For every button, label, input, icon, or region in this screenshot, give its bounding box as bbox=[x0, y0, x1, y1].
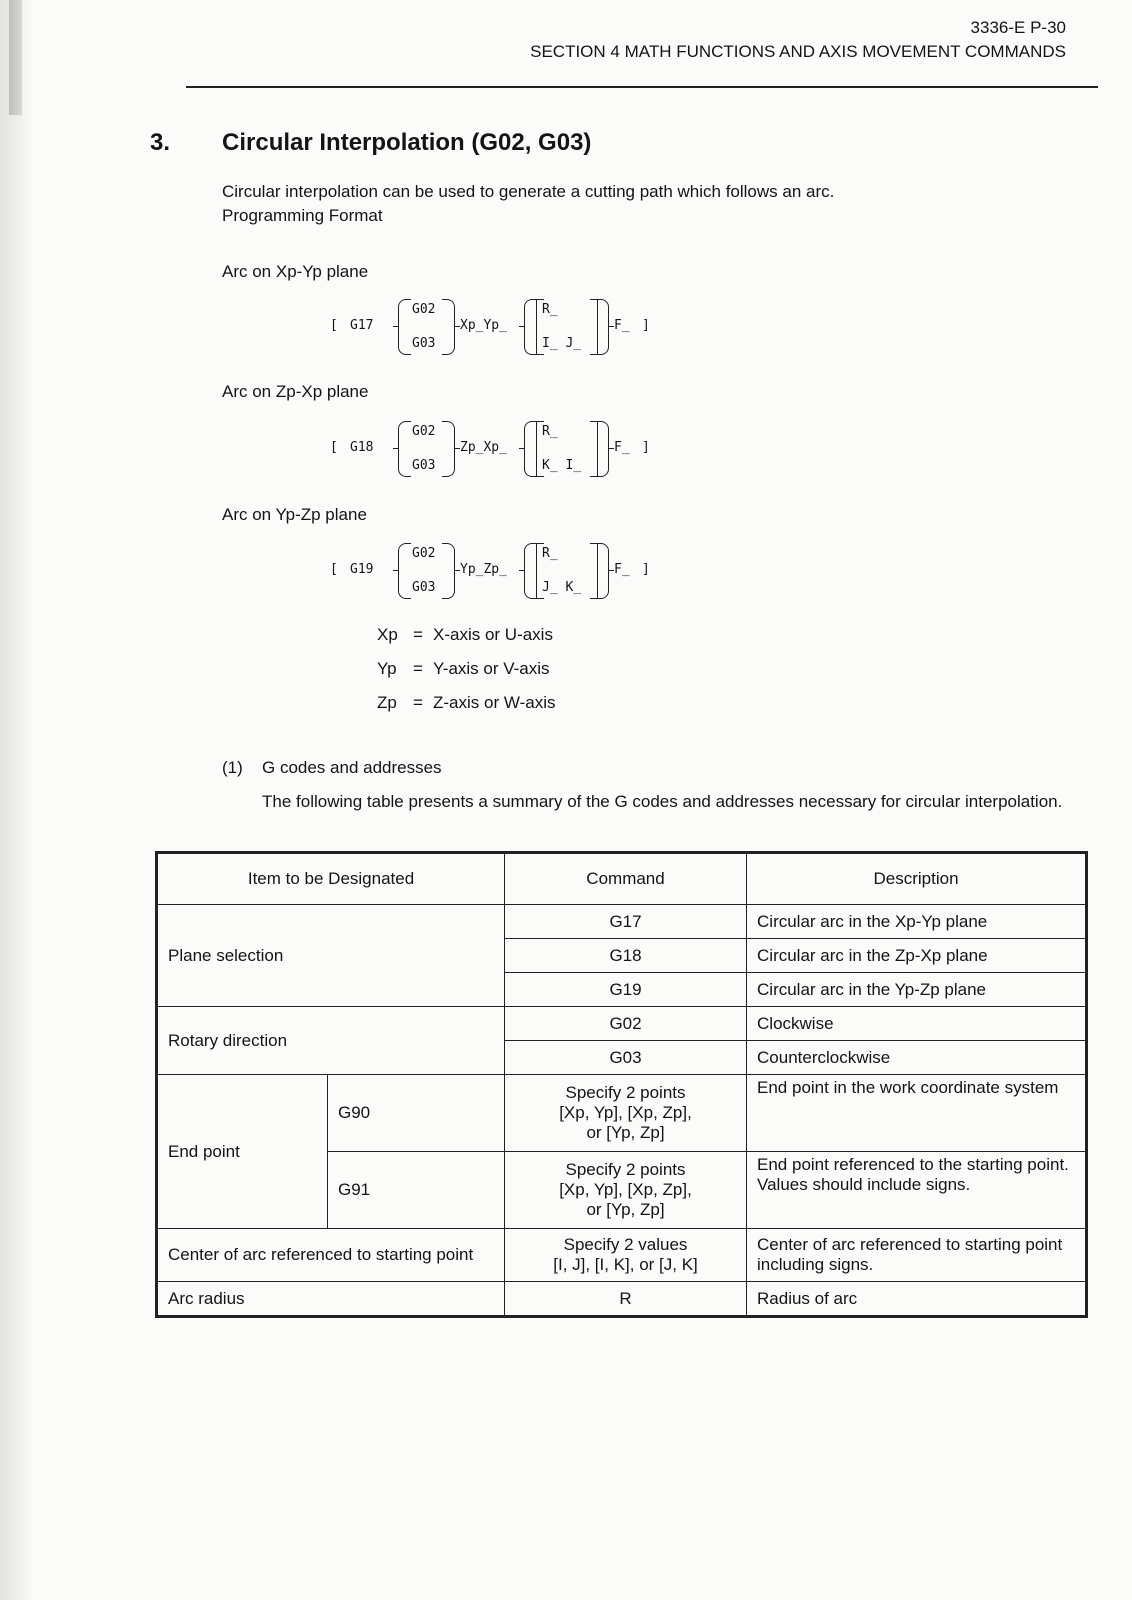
format-cw-code: G02 bbox=[412, 546, 436, 561]
programming-format-label: Programming Format bbox=[222, 206, 383, 225]
plane-label-zp-xp: Arc on Zp-Xp plane bbox=[222, 382, 369, 401]
brace-right bbox=[596, 421, 609, 477]
end-point-label: End point bbox=[157, 1075, 328, 1229]
format-axes: Xp_Yp_ bbox=[460, 318, 507, 333]
brace-left bbox=[398, 299, 411, 355]
description-cell: Counterclockwise bbox=[747, 1041, 1087, 1075]
table-header-row bbox=[157, 853, 1087, 905]
command-line: [Xp, Yp], [Xp, Zp], bbox=[559, 1180, 692, 1199]
command-cell: G19 bbox=[505, 973, 747, 1007]
rotary-direction-label: Rotary direction bbox=[157, 1007, 505, 1075]
command-line: Specify 2 points bbox=[565, 1160, 686, 1179]
description-cell: Radius of arc bbox=[747, 1282, 1087, 1317]
header-item: Item to be Designated bbox=[157, 853, 505, 905]
table-row bbox=[157, 1007, 1087, 1041]
command-line: [Xp, Yp], [Xp, Zp], bbox=[559, 1103, 692, 1122]
section-intro: Circular interpolation can be used to generate a cutting path which follows an arc. bbox=[222, 182, 835, 201]
format-g19 bbox=[330, 543, 670, 601]
center-label: Center of arc referenced to starting point bbox=[157, 1229, 505, 1282]
definition-key: Zp bbox=[377, 693, 397, 712]
definition-key: Xp bbox=[377, 625, 398, 644]
mode-cell: G90 bbox=[328, 1075, 505, 1152]
plane-label-xp-yp: Arc on Xp-Yp plane bbox=[222, 262, 369, 281]
definition-equals: = bbox=[413, 693, 423, 712]
format-ccw-code: G03 bbox=[412, 458, 436, 473]
format-open-bracket: [ bbox=[330, 562, 338, 577]
definition-value: X-axis or U-axis bbox=[433, 625, 553, 644]
format-plane-code: G19 bbox=[350, 562, 374, 577]
format-feed: F_ bbox=[614, 440, 630, 455]
table-row bbox=[157, 1282, 1087, 1317]
command-cell bbox=[505, 1075, 747, 1152]
plane-selection-label: Plane selection bbox=[157, 905, 505, 1007]
format-axes: Yp_Zp_ bbox=[460, 562, 507, 577]
format-feed: F_ bbox=[614, 318, 630, 333]
brace-left bbox=[398, 543, 411, 599]
format-g17 bbox=[330, 299, 670, 357]
format-center: K_ I_ bbox=[542, 458, 582, 473]
definition-equals: = bbox=[413, 659, 423, 678]
definition-xp bbox=[377, 625, 677, 649]
command-line: Specify 2 values bbox=[563, 1235, 688, 1254]
format-radius: R_ bbox=[542, 546, 558, 561]
format-feed: F_ bbox=[614, 562, 630, 577]
description-cell: End point referenced to the starting point. Values should include signs. bbox=[747, 1152, 1087, 1229]
subsection-number: (1) bbox=[222, 758, 243, 777]
format-open-bracket: [ bbox=[330, 440, 338, 455]
plane-label-yp-zp: Arc on Yp-Zp plane bbox=[222, 505, 367, 524]
definition-key: Yp bbox=[377, 659, 397, 678]
header-rule bbox=[186, 86, 1098, 88]
description-cell: Circular arc in the Yp-Zp plane bbox=[747, 973, 1087, 1007]
radius-label: Arc radius bbox=[157, 1282, 505, 1317]
format-center: J_ K_ bbox=[542, 580, 582, 595]
header-description: Description bbox=[747, 853, 1087, 905]
mode-cell: G91 bbox=[328, 1152, 505, 1229]
format-ccw-code: G03 bbox=[412, 336, 436, 351]
brace-right bbox=[596, 543, 609, 599]
definition-zp bbox=[377, 693, 677, 717]
format-cw-code: G02 bbox=[412, 424, 436, 439]
command-line: or [Yp, Zp] bbox=[586, 1200, 665, 1219]
command-line: Specify 2 points bbox=[565, 1083, 686, 1102]
description-cell: Clockwise bbox=[747, 1007, 1087, 1041]
command-line: or [Yp, Zp] bbox=[586, 1123, 665, 1142]
definition-yp bbox=[377, 659, 677, 683]
table-row bbox=[157, 1229, 1087, 1282]
section-number: 3. bbox=[150, 129, 171, 156]
format-ccw-code: G03 bbox=[412, 580, 436, 595]
description-cell: Circular arc in the Xp-Yp plane bbox=[747, 905, 1087, 939]
format-center: I_ J_ bbox=[542, 336, 582, 351]
brace-right bbox=[442, 543, 455, 599]
command-cell bbox=[505, 1229, 747, 1282]
format-radius: R_ bbox=[542, 424, 558, 439]
definition-equals: = bbox=[413, 625, 423, 644]
format-cw-code: G02 bbox=[412, 302, 436, 317]
header-command: Command bbox=[505, 853, 747, 905]
page-number: 3336-E P-30 bbox=[970, 18, 1066, 37]
brace-right bbox=[442, 299, 455, 355]
format-radius: R_ bbox=[542, 302, 558, 317]
format-plane-code: G18 bbox=[350, 440, 374, 455]
format-axes: Zp_Xp_ bbox=[460, 440, 507, 455]
section-header: SECTION 4 MATH FUNCTIONS AND AXIS MOVEMENT COMMANDS bbox=[530, 42, 1066, 61]
command-cell bbox=[505, 1152, 747, 1229]
command-cell: G02 bbox=[505, 1007, 747, 1041]
command-cell: R bbox=[505, 1282, 747, 1317]
table-row bbox=[157, 1075, 1087, 1152]
format-close-bracket: ] bbox=[642, 440, 650, 455]
section-title: Circular Interpolation (G02, G03) bbox=[222, 129, 592, 156]
page-edge-shadow bbox=[0, 0, 34, 1600]
format-close-bracket: ] bbox=[642, 562, 650, 577]
command-cell: G18 bbox=[505, 939, 747, 973]
definition-value: Z-axis or W-axis bbox=[433, 693, 556, 712]
command-cell: G17 bbox=[505, 905, 747, 939]
brace-right bbox=[442, 421, 455, 477]
format-g18 bbox=[330, 421, 670, 479]
description-cell: End point in the work coordinate system bbox=[747, 1075, 1087, 1152]
subsection-title: G codes and addresses bbox=[262, 758, 442, 777]
g-code-table bbox=[155, 851, 1088, 1318]
format-plane-code: G17 bbox=[350, 318, 374, 333]
description-cell: Center of arc referenced to starting point including signs. bbox=[747, 1229, 1087, 1282]
brace-right bbox=[596, 299, 609, 355]
format-open-bracket: [ bbox=[330, 318, 338, 333]
table-row bbox=[157, 905, 1087, 939]
format-close-bracket: ] bbox=[642, 318, 650, 333]
command-cell: G03 bbox=[505, 1041, 747, 1075]
brace-left bbox=[398, 421, 411, 477]
description-cell: Circular arc in the Zp-Xp plane bbox=[747, 939, 1087, 973]
definition-value: Y-axis or V-axis bbox=[433, 659, 550, 678]
command-line: [I, J], [I, K], or [J, K] bbox=[553, 1255, 698, 1274]
subsection-text: The following table presents a summary of the G codes and addresses necessary for circular interpolation. bbox=[262, 792, 1063, 811]
